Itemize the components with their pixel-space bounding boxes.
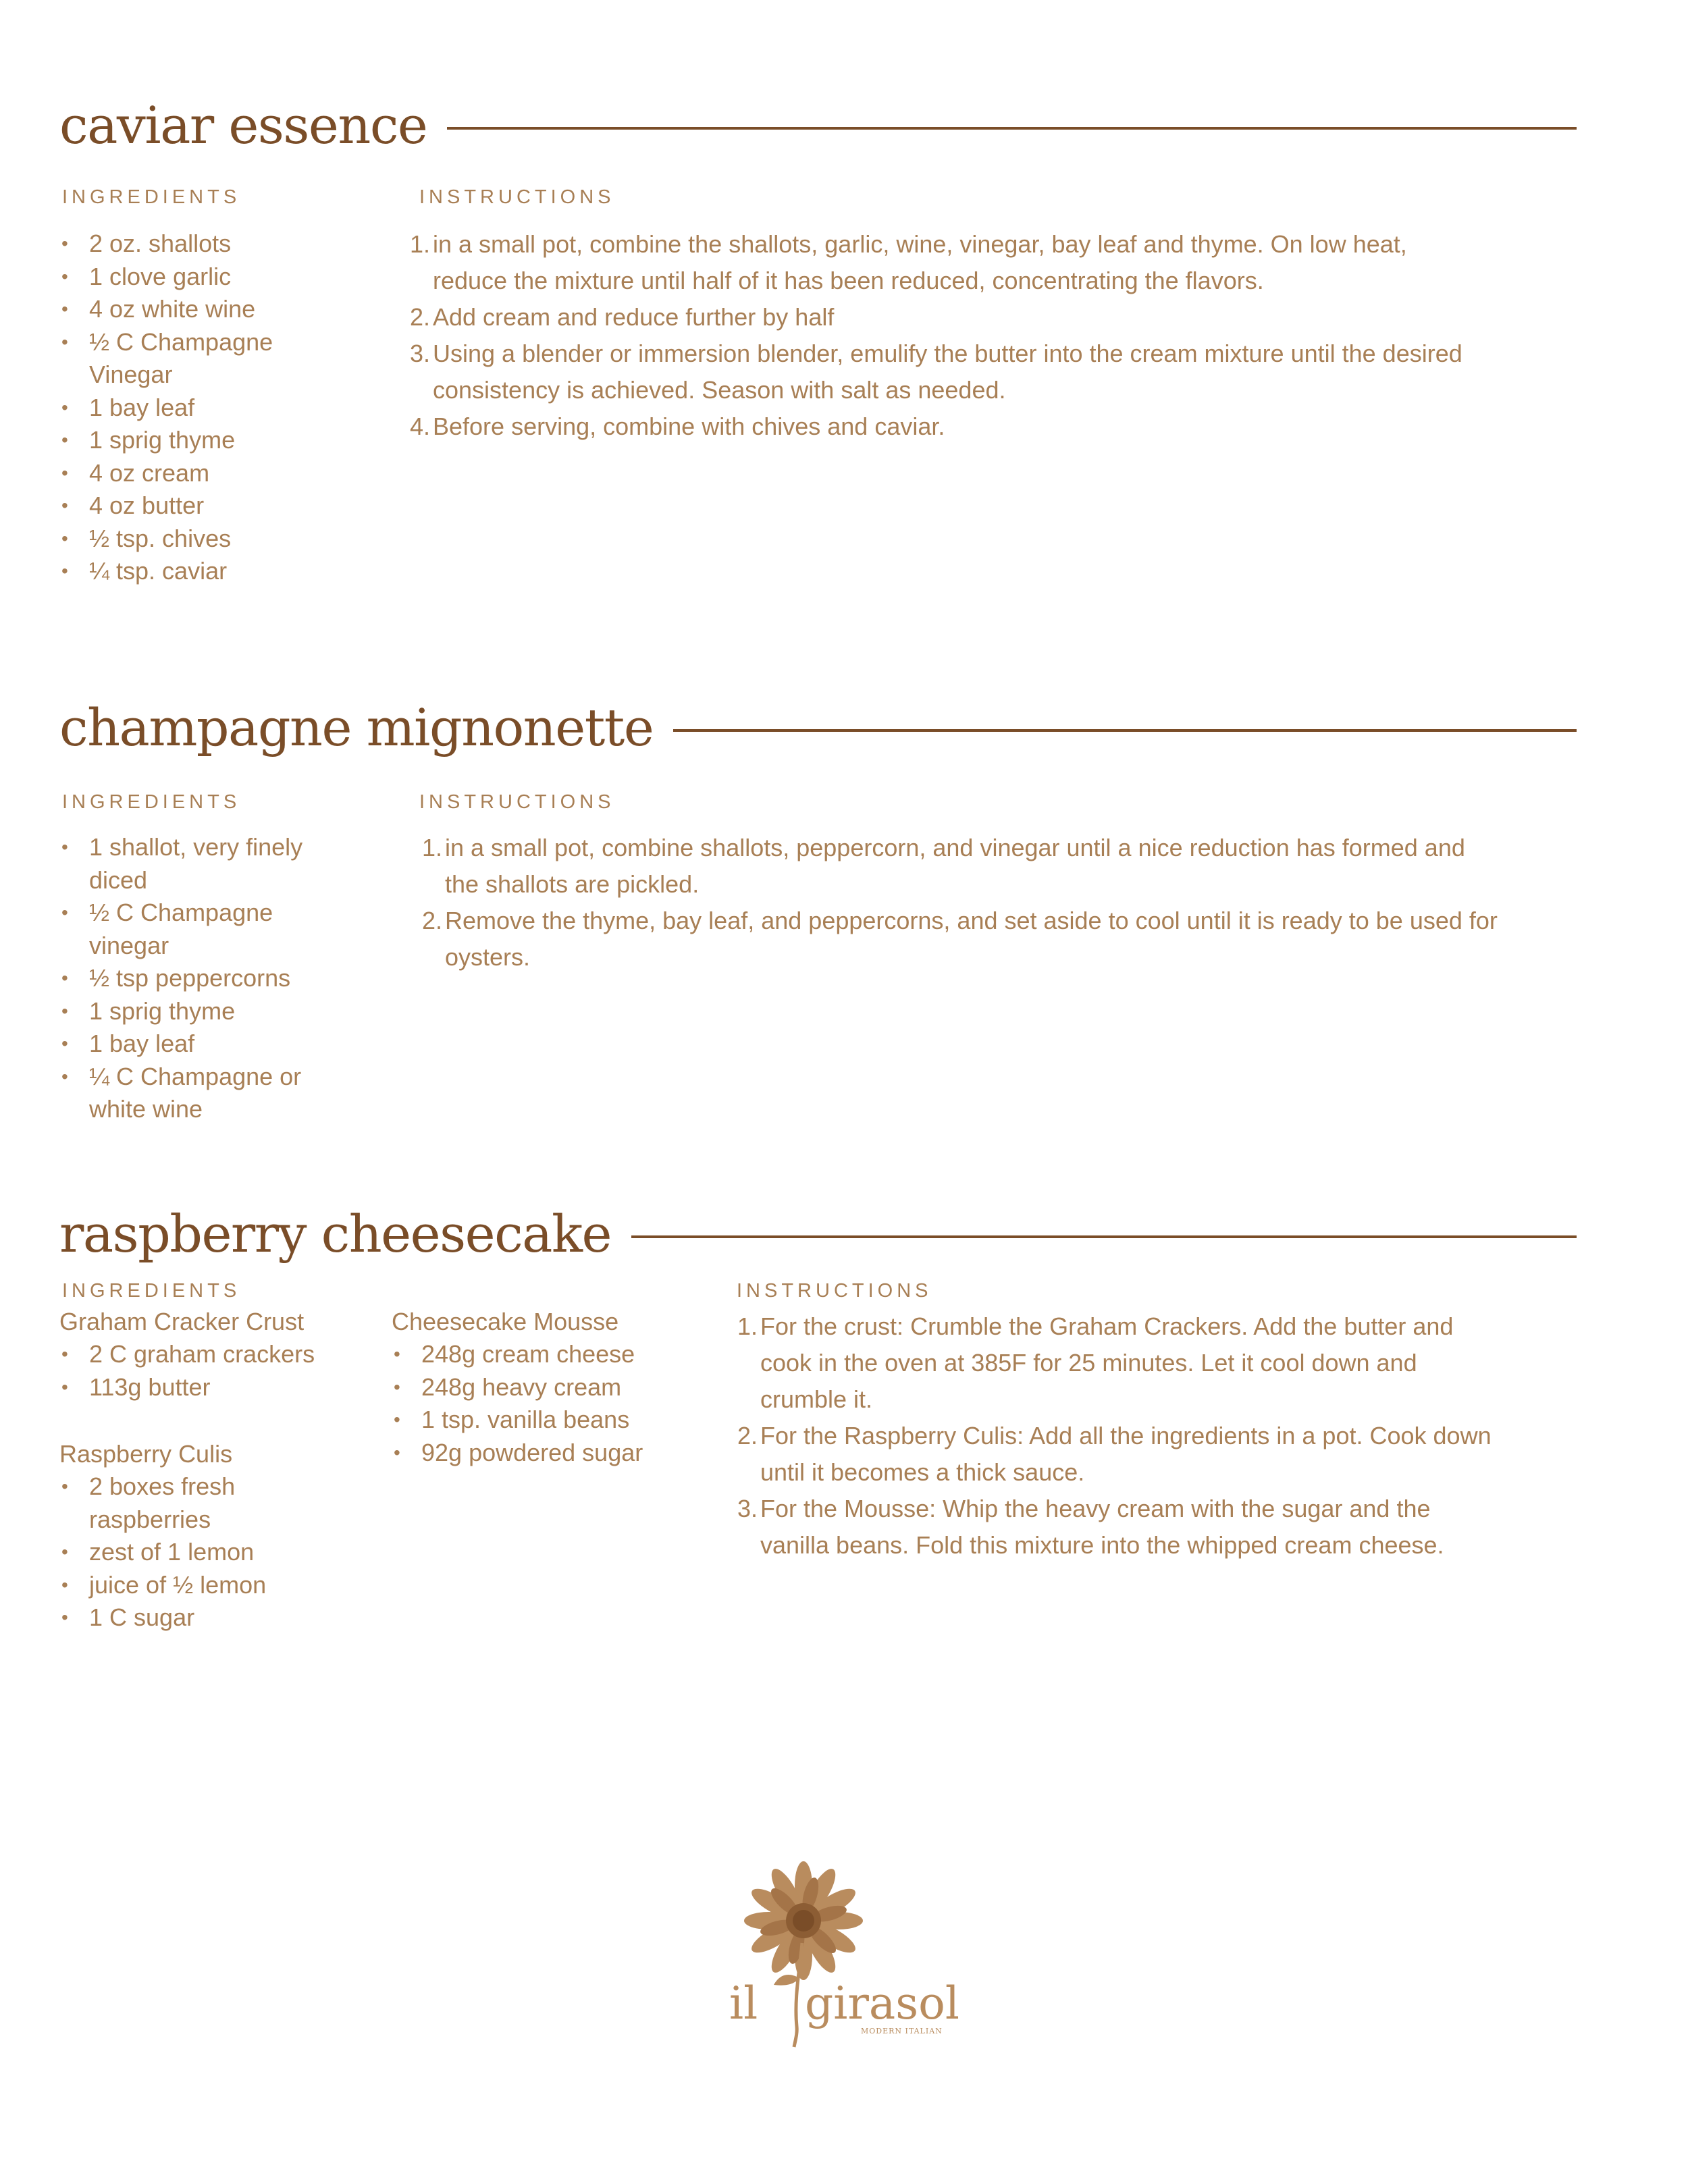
instruction-step: 3. Using a blender or immersion blender, emulify the butter into the cream mixture until the desired consistency is achieved. Season with salt as needed. (409, 340, 1462, 404)
list-item: • 92g powdered sugar (392, 1437, 716, 1470)
instruction-text: Using a blender or immersion blender, emulify the butter into the cream mixture until the desired consistency is achieved. Season with salt as needed. (433, 340, 1462, 404)
list-item: • 1 tsp. vanilla beans (392, 1404, 716, 1437)
instruction-step: 1. in a small pot, combine the shallots, garlic, wine, vinegar, bay leaf and thyme. On low heat, reduce the mixture until half of it has been reduced, concentrating the flavors. (409, 230, 1407, 294)
list-item: • 4 oz butter (59, 489, 323, 523)
title-rule (600, 729, 1577, 732)
list-item: • 1 bay leaf (59, 1028, 329, 1061)
title-rule (559, 1235, 1577, 1238)
sunflower-icon (729, 1857, 959, 2052)
list-item: • 248g heavy cream (392, 1371, 716, 1404)
instruction-step: 2. For the Raspberry Culis: Add all the ingredients in a pot. Cook down until it becomes a thick sauce. (737, 1422, 1492, 1486)
logo-name: girasol (805, 1977, 959, 2029)
list-item: • 1 sprig thyme (59, 424, 323, 457)
list-item: • ½ tsp. chives (59, 523, 323, 556)
list-item: • 1 clove garlic (59, 261, 323, 294)
list-item: • ¼ tsp. caviar (59, 555, 323, 588)
recipe-title: raspberry cheesecake (59, 1208, 631, 1260)
logo-il: il (729, 1977, 758, 2029)
list-item: • ¼ C Champagne or white wine (59, 1061, 329, 1126)
list-item: • ½ tsp peppercorns (59, 962, 329, 995)
instructions-label: INSTRUCTIONS (419, 791, 615, 813)
list-item: • juice of ½ lemon (59, 1569, 316, 1602)
list-item: • ½ C Champagne vinegar (59, 897, 329, 962)
instruction-text: Remove the thyme, bay leaf, and peppercorns, and set aside to cool until it is ready to be used for oysters. (445, 907, 1498, 971)
list-item: • 113g butter (59, 1371, 384, 1404)
instruction-text: For the crust: Crumble the Graham Crackers. Add the butter and cook in the oven at 385F for 25 minutes. Let it cool down and crumble it. (760, 1312, 1454, 1413)
list-item: • 1 sprig thyme (59, 995, 329, 1028)
ingredients-list (59, 1470, 316, 1634)
list-item: • 2 oz. shallots (59, 228, 323, 261)
instructions-list (407, 226, 1487, 445)
instruction-text: For the Raspberry Culis: Add all the ingredients in a pot. Cook down until it becomes a thick sauce. (760, 1422, 1492, 1486)
instructions-label: INSTRUCTIONS (419, 186, 615, 208)
list-item: • ½ C Champagne Vinegar (59, 326, 323, 392)
ingredient-group-heading: Raspberry Culis (59, 1440, 233, 1468)
instruction-step: 3. For the Mousse: Whip the heavy cream with the sugar and the vanilla beans. Fold this mixture into the whipped cream cheese. (737, 1495, 1444, 1559)
ingredients-label: INGREDIENTS (62, 791, 241, 813)
il-girasole-logo (729, 1857, 959, 2052)
ingredients-list (59, 831, 329, 1126)
instruction-step: 1. For the crust: Crumble the Graham Crackers. Add the butter and cook in the oven at 385F for 25 minutes. Let it cool down and crumble it. (737, 1312, 1454, 1413)
ingredients-label: INGREDIENTS (62, 186, 241, 208)
recipe-raspberry-cheesecake (59, 1196, 1577, 1631)
recipe-title-row (59, 1196, 1577, 1264)
list-item: • 1 bay leaf (59, 392, 323, 425)
recipe-title: caviar essence (59, 100, 447, 151)
ingredients-label: INGREDIENTS (62, 1280, 241, 1302)
list-item: • 1 shallot, very finely diced (59, 831, 329, 897)
list-item: • 2 boxes fresh raspberries (59, 1470, 316, 1536)
recipe-title-row (59, 88, 1577, 155)
list-item: • 4 oz cream (59, 457, 323, 490)
instructions-label: INSTRUCTIONS (737, 1280, 932, 1302)
instruction-step: 1. in a small pot, combine shallots, peppercorn, and vinegar until a nice reduction has formed and the shallots are pickled. (421, 834, 1465, 898)
title-rule (411, 127, 1577, 130)
instruction-text: For the Mousse: Whip the heavy cream with the sugar and the vanilla beans. Fold this mixture into the whipped cream cheese. (760, 1495, 1444, 1559)
ingredients-list (59, 1338, 384, 1404)
ingredient-group-heading: Graham Cracker Crust (59, 1308, 305, 1335)
instruction-step: 2. Add cream and reduce further by half (409, 303, 835, 331)
recipe-champagne-mignonette (59, 690, 1577, 1123)
list-item: • zest of 1 lemon (59, 1536, 316, 1569)
instruction-step: 2. Remove the thyme, bay leaf, and peppercorns, and set aside to cool until it is ready to be used for oysters. (421, 907, 1498, 971)
recipe-title: champagne mignonette (59, 702, 673, 753)
instruction-text: Before serving, combine with chives and caviar. (433, 412, 945, 440)
ingredient-group-heading: Cheesecake Mousse (392, 1308, 619, 1335)
list-item: • 1 C sugar (59, 1601, 316, 1634)
ingredients-list (392, 1338, 716, 1469)
list-item: • 4 oz white wine (59, 293, 323, 326)
recipe-title-row (59, 690, 1577, 757)
instruction-step: 4. Before serving, combine with chives and caviar. (409, 412, 945, 440)
instruction-text: in a small pot, combine shallots, peppercorn, and vinegar until a nice reduction has formed and the shallots are pickled. (445, 834, 1465, 898)
instructions-list (419, 830, 1500, 976)
list-item: • 248g cream cheese (392, 1338, 716, 1371)
list-item: • 2 C graham crackers (59, 1338, 384, 1371)
instructions-list (735, 1308, 1498, 1564)
recipe-caviar-essence (59, 88, 1577, 585)
instruction-text: Add cream and reduce further by half (433, 303, 835, 331)
logo-tagline: MODERN ITALIAN (861, 2027, 943, 2035)
instruction-text: in a small pot, combine the shallots, garlic, wine, vinegar, bay leaf and thyme. On low heat, reduce the mixture until half of it has been reduced, concentrating the flavors. (433, 230, 1407, 294)
ingredients-list (59, 228, 323, 588)
